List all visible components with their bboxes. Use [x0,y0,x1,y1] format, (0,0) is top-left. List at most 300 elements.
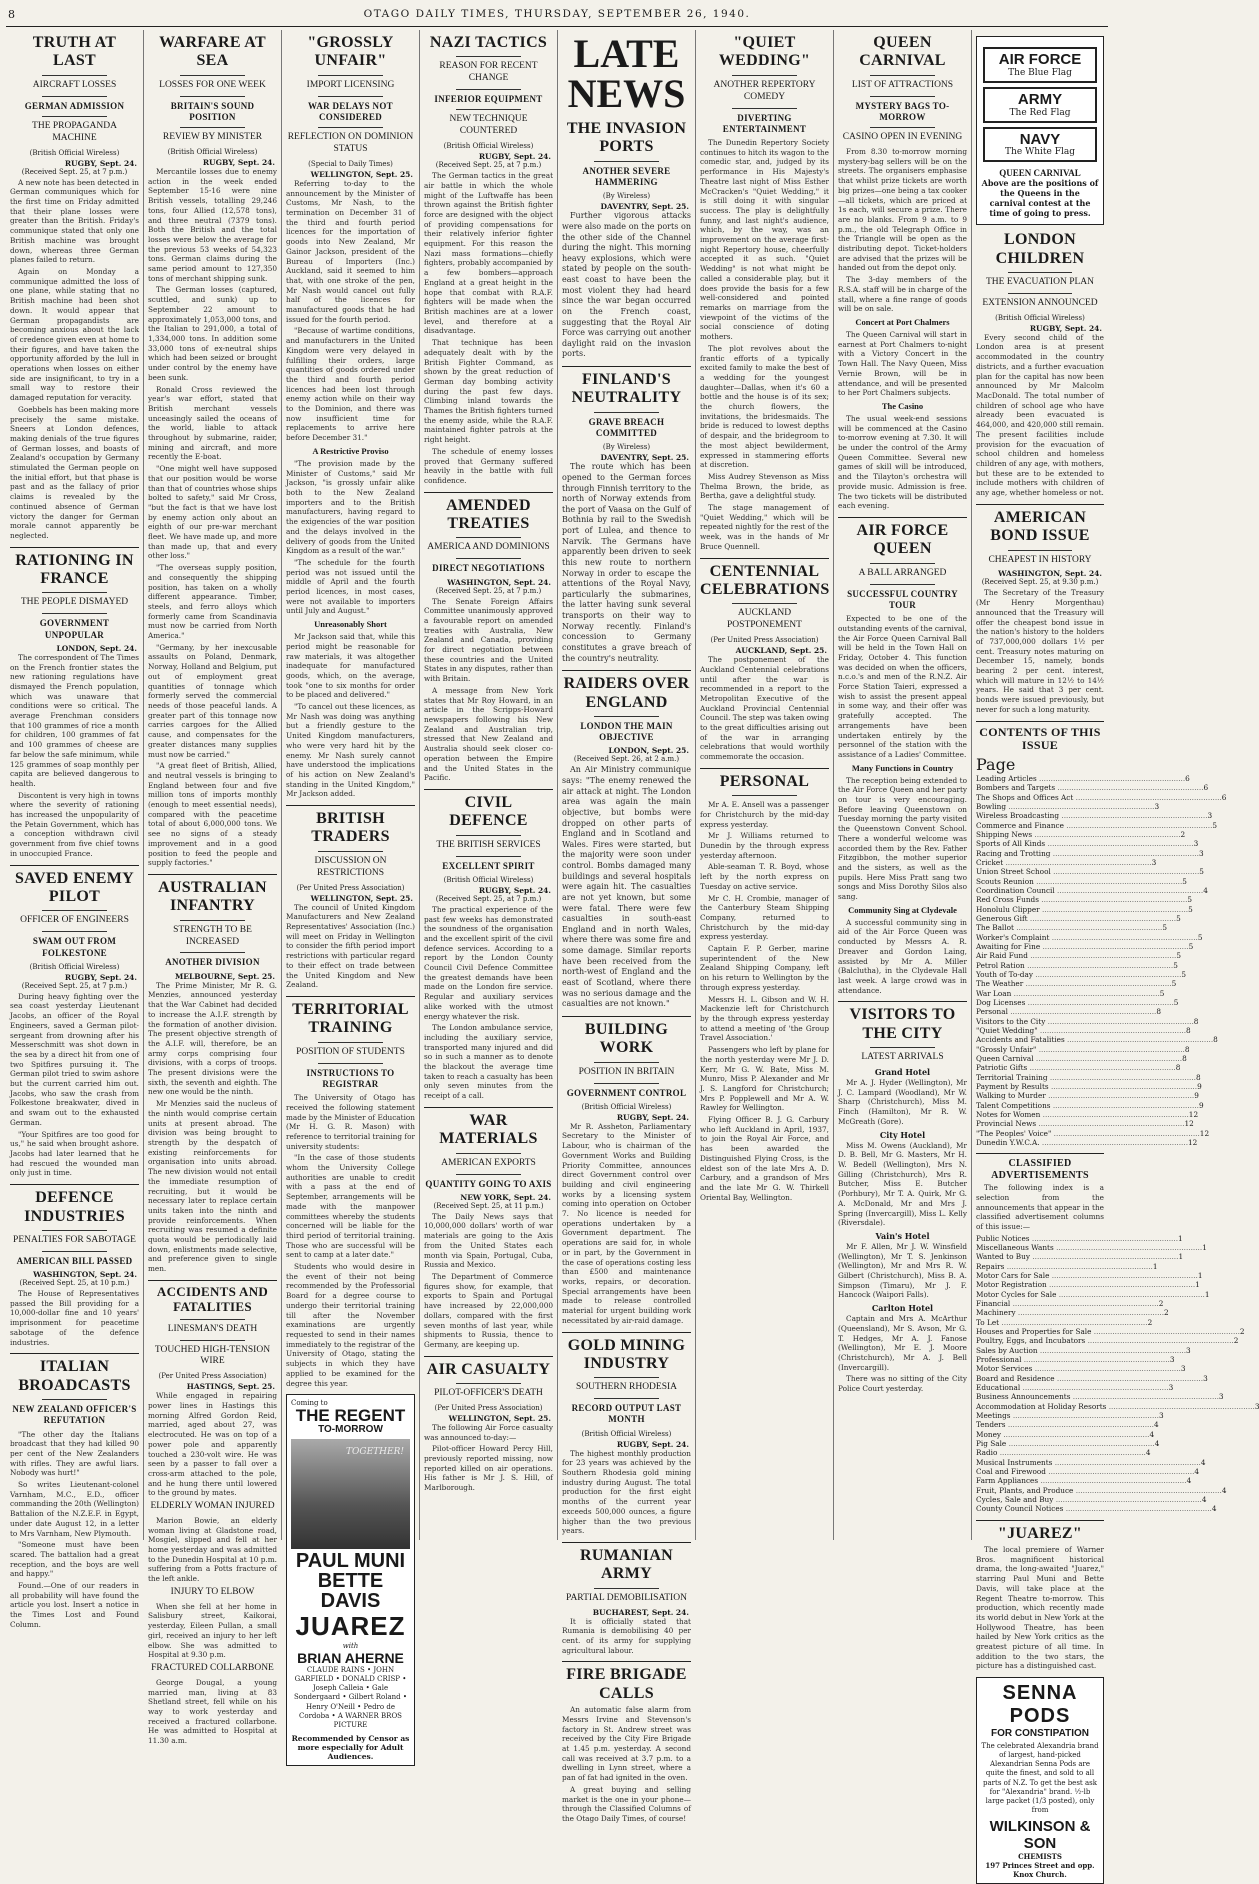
paragraph: While engaged in repairing power lines in Hastings this morning Alfred Gordon Reid, married, aged about 27, was electrocuted. He was on top of a power pole and apparently touched a 230-volt wire. He was seen by a passer to fall over a cross-arm attached to the pole, and he hung there until lowered to the ground by mates. [148,1391,277,1498]
paragraph: The 3-day members of the R.S.A. staff will be in charge of the stall, where a fine range of goods will be on sale. [838,275,967,314]
index-row [976,951,1181,961]
index-entry-page: 1 [1202,1243,1207,1253]
index-entry-name: Notes for Women ..... [976,1110,1189,1119]
index-entry-page: 5 [1173,960,1178,970]
paragraph: "A great fleet of British, Allied, and neutral vessels is bringing to England between four and five million tons of imports monthly (enough to meet essential needs), compared with the peacetime total of about 6,000,000 tons. We see no signs of a steady improvement and in a good position to feed the people and supply factories." [148,761,277,868]
index-row [976,1457,1206,1467]
index-entry-page: 4 [1154,1420,1159,1430]
index-entry-name: Motor Registration ..... [976,1280,1195,1289]
deck: TOUCHED HIGH-TENSION WIRE [154,1344,271,1367]
headline: PERSONAL [719,772,810,790]
index-entry-page: 5 [1182,876,1187,886]
deck: PILOT-OFFICER'S DEATH [434,1388,543,1399]
paragraph: The German tactics in the great air battle in which the whole might of the Luftwaffe has been thrown against the British fighter force are designed with the object of providing compensations for their relatively inferior fighter equipment. For this reason the Nazi mass formations—chiefly fighters, probably accompanied by a few bombers—approach England at a great height in the hope that combat with R.A.F. fighters will be made when the British machines are at a lower level, and therefore at a disadvantage. [424,171,553,336]
article-australian-infantry [148,879,277,1274]
column-3 [282,30,420,1761]
paragraph: Again on Monday a communique admitted the loss of one plane, while stating that no British machine had been shot down. It would appear that German propagandists are becoming anxious about the lack of credence given even at home to their figures, and have taken the opportunity afforded by the lull in operations when losses on either side are insignificant, to try in a small way to restore their damaged reputation for veracity. [10,266,139,403]
index-entry-page: 4 [1145,1448,1151,1458]
article-british-traders [286,810,415,990]
index-entry-name: Cycles, Sale and Buy ..... [976,1495,1202,1504]
deck: DIRECT NEGOTIATIONS [432,563,545,574]
page-column-label: Page [976,755,1016,775]
index-entry-page: 3 [1203,1373,1208,1383]
paragraph: The Senate Foreign Affairs Committee unanimously approved a favourable report on amended treaties with Australia, New Zealand and Canada, providing for direct negotiation between these countries and the United States in any disputes, rather than with Britain. [424,596,553,684]
paragraph: A new note has been detected in German communiques which for the first time on Friday admitted that their plane losses were greater than the British. Friday's communique stated that only one British machine was brought down, whereas three German planes failed to return. [10,177,139,265]
paragraph: An Air Ministry communique says: "The enemy renewed the air attack at night. The London area was again the main objective, but bombs were dropped on other parts of England and in Scotland and Wales. Fires were started, but the majority were soon under control. Bombs damaged many buildings and several hospitals were again hit. The casualties are not yet known, but some were fatal. There were few casualties in south-east England and in north Wales, where there was some fire and some damage. Similar reports have been received from the north-west of England and the east of Scotland, where there was no serious damage and the casualties are not known." [562,765,691,1009]
index-entry-name: Air Raid Fund ..... [976,951,1176,960]
source-line: (By Wireless) [602,443,651,452]
index-row [976,1411,1164,1420]
index-entry-name: Generous Gift ..... [976,914,1176,923]
paragraph: It is officially stated that Rumania is demobilising 40 per cent. of its army for supplying agricultural labour. [562,1616,691,1655]
article-personal [700,773,829,1203]
paragraph: "The overseas supply position, and consequently the shipping position, has taken on a wholly different appearance. Timber, steels, and ferro alloys which formerly came from Scandinavia must now be carried from North America." [148,563,277,641]
index-entry-name: Business Announcements ..... [976,1392,1219,1401]
article-accidents-and-fatalities [148,1285,277,1746]
deck: LIST OF ATTRACTIONS [851,79,954,90]
index-entry-name: The Shops and Offices Act ..... [976,793,1222,802]
dateline: HASTINGS, Sept. 25. [186,1382,275,1392]
paragraph: A great buying and selling market is the one in your phone—through the Classified Columns of the Otago Daily Times, of course! [562,1784,691,1823]
index-row [976,792,1227,802]
index-row [976,1345,1191,1355]
deck: STRENGTH TO BE INCREASED [173,924,252,947]
headline: RAIDERS OVER ENGLAND [563,675,690,711]
index-row [976,923,1168,933]
index-entry-page: 1 [1178,1252,1184,1262]
paragraph: From 8.30 to-morrow morning mystery-bag sellers will be on the streets. The organisers emphasise that whilst prize tickets are worth big prizes—one being a tax cooker—all tickets, which are priced at 1s each, will secure a prize. There are no blanks. From 9 a.m. to 9 p.m., the old Telegraph Office in the Triangle will be open as the distributing depot. Ticket-holders are advised that the prizes will be handed out from the depot only. [838,147,967,273]
article-body [148,167,277,868]
index-entry-page: 2 [1180,830,1186,840]
paragraph: "The schedule for the fourth period was not issued until the middle of April and the fourth period licences, in most cases, were not available to importers until July and August." [286,557,415,616]
deck: EXTENSION ANNOUNCED [982,297,1098,308]
index-entry-name: Financial ..... [976,1299,1159,1308]
index-row [976,1364,1186,1374]
deck: THE EVACUATION PLAN [985,277,1095,288]
index-entry-name: Youth of To-day ..... [976,970,1181,979]
flag-air-force [983,47,1097,83]
index-row [976,774,1190,784]
deck: GOVERNMENT UNPOPULAR [39,618,110,640]
deck: SOUTHERN RHODESIA [575,1382,678,1393]
masthead-title: OTAGO DAILY TIMES, THURSDAY, SEPTEMBER 26, 1940. [363,8,751,20]
index-entry-page: 12 [1188,1109,1199,1119]
index-row [976,783,1209,793]
source-line: (British Official Wireless) [29,148,120,157]
index-entry-name: Wanted to Buy ..... [976,1252,1178,1261]
paragraph: The local premiere of Warner Bros. magnificent historical drama, the long-awaited "Juarez," starring Paul Muni and Bette Davis, will take place at the Regent Theatre to-morrow. This production, which recently made its world debut in New York at the Hollywood Theatre, has been hailed by New York critics as the greatest picture of all time. In addition to the two stars, the picture has a distinguished cast. [976,1545,1104,1671]
deck: INFERIOR EQUIPMENT [434,94,543,105]
index-entry-name: Leading Articles ..... [976,774,1185,783]
index-row [976,1137,1198,1147]
index-entry-name: Red Cross Funds ..... [976,895,1187,904]
article-body [10,1289,139,1347]
source-line: (British Official Wireless) [443,875,534,884]
headline: VISITORS TO THE CITY [849,1006,956,1042]
index-entry-page: 6 [1203,783,1209,793]
source-line: (Per United Press Association) [296,883,405,892]
source-line: (Special to Daily Times) [308,159,393,168]
index-row [976,1289,1210,1299]
ad-address: 197 Princes Street and opp. Knox Church. [985,1860,1095,1879]
headline: AMERICAN BOND ISSUE [990,508,1090,545]
index-entry-name: Awaiting for Fine ..... [976,942,1189,951]
paragraph: Mr A. E. Ansell was a passenger for Christchurch by the mid-day express yesterday. [700,800,829,829]
article-body [10,653,139,859]
index-entry-page: 4 [1149,1429,1155,1439]
deck: EXCELLENT SPIRIT [442,860,535,871]
paragraph: Mr Menzies said the nucleus of the ninth would comprise certain units at present abroad. The division was being brought to strength by the despatch of existing reinforcements for organisation into units abroad. The new division would not entail the immediate resumption of recruiting, but it would be necessary later to replace certain units taken into the ninth and provide reinforcements. When recruiting was resumed a definite quota would be periodically laid down, enlistments made selective, and preference given to single men. [148,1099,277,1274]
ad-when: TO-MORROW [318,1424,383,1436]
article-rationing-in-france [10,552,139,859]
index-row [976,1383,1174,1393]
article-body [10,992,139,1178]
headline: BRITISH TRADERS [311,810,390,846]
index-entry-name: Walking to Murder ..... [976,1091,1194,1100]
index-row [976,867,1204,877]
index-row [976,1016,1199,1026]
dateline: WASHINGTON, Sept. 24. [33,1270,137,1280]
article-body [10,178,139,541]
paragraph: The practical experience of the past few weeks has demonstrated the soundness of the organisation and the excellent spirit of the civil defence services. According to a report by the London County Council Civil Defence Committee the greatest demands have been made on the London fire service. Regular and auxiliary services alike worked with the utmost energy whatever the risk. [424,904,553,1021]
paragraph: The postponement of the Auckland Centennial celebrations until after the war is recommended in a report to the Metropolitan Executive of the Auckland Provincial Centennial Council. The step was taken owing to the great difficulties arising out of the war in arranging celebrations that would worthily commemorate the occasion. [700,655,830,762]
dateline: DAVENTRY, Sept. 25. [600,453,689,463]
index-entry-page: 12 [1184,1119,1194,1129]
index-entry-page: 3 [1207,811,1213,821]
column-7 [834,30,972,1540]
index-entry-name: Cricket ..... [976,858,1152,867]
index-row [976,886,1208,896]
contents-of-this-issue [976,724,1227,1148]
paragraph: Messrs H. L. Gibson and W. H. Mackenzie left for Christchurch by the through express yesterday to attend a meeting of 'the Group Travel Association.' [700,994,829,1043]
index-entry-name: Talent Competitions ..... [976,1101,1199,1110]
index-entry-page: 1 [1178,1233,1183,1243]
ad-photo-caption: TOGETHER! [346,1447,404,1458]
ad-lead-actor: BRIAN AHERNE [297,1650,404,1667]
headline: CONTENTS OF THIS ISSUE [979,724,1101,753]
ad-body: The celebrated Alexandria brand of largest, hand-picked Alexandrian Senna Pods are quite the finest, and sold to all parts of N.Z. To get the best ask for "Alexandria" brand. ½-lb large packet (1/3 posted), only from [981,1742,1099,1814]
paragraph: The Daily News says that 10,000,000 dollars' worth of war materials are going to the Axis from the United States each month via Spain, Portugal, Cuba, Russia and Mexico. [424,1211,553,1270]
regent-theatre-advertisement [286,1394,415,1766]
index-entry-name: Dog Licenses ..... [976,998,1174,1007]
article-warfare-at-sea [148,34,277,868]
index-entry-name: Tenders ..... [976,1420,1154,1429]
index-entry-name: Shipping News ..... [976,830,1181,839]
received-line: (Received Sept. 25, at 7 p.m.) [21,981,128,990]
index-entry-name: "The Peoples' Voice" ..... [976,1129,1200,1138]
paragraph: During heavy fighting over the sea coast yesterday Lieutenant Jacobs, an officer of the Royal Engineers, saved a German pilot-sergeant from drowning after his Messerschmitt was shot down in the sea by a direct hit from one of two Spitfires pursuing it. The German pilot tried to swim ashore but the current carried him out. Jacobs, who saw the crash from Folkestone breakwater, dived in and swam out to the exhausted German. [10,991,139,1127]
article-body [286,179,415,443]
subheading: INJURY TO ELBOW [170,1586,255,1597]
article-queen-carnival [838,34,967,511]
index-entry-page: 1 [1195,1280,1200,1290]
deck: LOSSES FOR ONE WEEK [159,79,266,90]
paragraph: The council of United Kingdom Manufacturers and New Zealand Representatives' Association (Inc.) will meet on Friday in Wellington to consider the fifth period import restrictions with particular regard to their effect on trade between the United Kingdom and New Zealand. [286,902,415,990]
ad-cast: CLAUDE RAINS • JOHN GARFIELD • DONALD CRISP • Joseph Calleia • Gale Sondergaard • Gilbert Roland • Henry O'Neill • Pedro de Cordoba • A WARNER BROS PICTURE [293,1666,408,1729]
paragraph: The usual week-end sessions will be commenced at the Casino to-morrow evening at 7.30. It will be under the control of the Army Queen Committee. Several new games of skill will be introduced, and the Tilayton's orchestra will provide music. Admission is free. The two tickets will be distributed each evening. [838,413,967,511]
index-entry-name: Houses and Properties for Sale ..... [976,1327,1240,1336]
hotel-name: Carlton Hotel [871,1303,934,1314]
article-nazi-tactics [424,34,553,486]
paragraph: "In the case of those students whom the University College authorities are unable to credit with a pass at the end of September, arrangements will be made with the manpower committees whereby the students concerned will be liable for the third period of territorial training. Those who are successful will be sent to camp at a later date." [286,1153,415,1260]
index-row [976,1233,1183,1243]
index-entry-page: 9 [1197,1081,1202,1091]
ad-with: with [342,1642,359,1651]
deck: THE BRITISH SERVICES [436,839,541,850]
source-line: (British Official Wireless) [581,1429,672,1438]
index-entry-page: 5 [1176,951,1181,961]
article-finlands-neutrality [562,371,691,664]
headline: ITALIAN BROADCASTS [18,1358,131,1394]
deck: LINESMAN'S DEATH [167,1323,258,1334]
received-line: (Received Sept. 25, at 9.30 p.m.) [981,578,1099,587]
headline: RUMANIAN ARMY [579,1547,674,1583]
index-row [976,1243,1207,1253]
headline: AIR CASUALTY [426,1360,551,1378]
dateline: RUGBY, Sept. 24. [202,158,275,168]
index-row [976,1336,1239,1346]
index-entry-name: Union Street School ..... [976,867,1199,876]
index-entry-name: Poultry, Eggs, and Incubators ..... [976,1336,1234,1345]
article-amended-treaties [424,497,553,783]
article-territorial-training [286,1001,415,1388]
article-fire-brigade-calls [562,1666,691,1823]
index-entry-page: 2 [1233,1336,1239,1346]
index-entry-page: 3 [1158,1411,1164,1420]
index-row [976,839,1199,849]
paragraph: "One might well have supposed that our position would be worse than that of countries whose ships bolted to safety," said Mr Cross, "but the fact is that we have lost by enemy action only about an eighth of our pre-war merchant fleet. We have made up, and more than made up, that and every other loss." [148,464,277,561]
index-entry-name: Fruit, Plants, and Produce ..... [976,1486,1222,1495]
article-air-casualty [424,1361,553,1493]
index-entry-page: 8 [1213,1035,1218,1045]
index-entry-name: Educational ..... [976,1383,1169,1392]
index-entry-name: Racing and Trotting ..... [976,849,1199,858]
paragraph: The route which has been opened to the German forces through Finnish territory to the north of Norway extends from the port of Vaasa on the Gulf of Bothnia by rail to the Swedish port of Lulea, and thence to Narvik. The Germans have apparently been driven to seek this new route to northern Norway in order to escape the attentions of the Royal Navy, particularly the submarines, the latter having sunk several transports on their way to Norway recently. Finland's concession to Germany constitutes a grave breach of the country's neutrality. [562,462,691,663]
article-body [148,1391,277,1498]
ad-title: SENNA PODS [1002,1682,1078,1728]
deck: SWAM OUT FROM FOLKESTONE [32,936,117,958]
paragraph: Discontent is very high in towns where the severity of rationing has increased the unpopularity of the Petain Government, which has a conception withdrawn civil government from five chief towns in unoccupied France. [10,790,139,858]
index-entry-page: 3 [1193,839,1199,849]
source-line: (British Official Wireless) [443,142,534,151]
headline: QUEEN CARNIVAL [859,34,946,70]
index-entry-name: Motor Cycles for Sale ..... [976,1290,1205,1299]
received-line: (Received Sept. 25, at 7 p.m.) [435,894,542,903]
deck: LONDON THE MAIN OBJECTIVE [580,720,673,743]
index-row [976,1007,1162,1017]
deck: THE PEOPLE DISMAYED [20,597,129,608]
index-row [976,1476,1192,1486]
paragraph: When she fell at her home in Salisbury street, Kaikorai, yesterday, Eileen Pullan, a small girl, received an injury to her left elbow. She was admitted to Hospital at 9.30 p.m. [148,1601,277,1660]
index-entry-name: Accidents and Fatalities ..... [976,1035,1213,1044]
index-entry-page: 3 [1169,1355,1175,1365]
headline: CIVIL DEFENCE [449,793,528,830]
paragraph: Referring to-day to the announcement by the Minister of Customs, Mr Nash, to the termination on December 31 of the third and fourth period licences for the importation of goods into New Zealand, Mr Gainor Jackson, president of the Bureau of Importers (Inc.) Auckland, said it seemed to him that, with one stroke of the pen, Mr Nash would cancel out fully half of the licences for manufactured goods that he had issued for the fourth period. [286,178,415,324]
dateline: WASHINGTON, Sept. 24. [447,577,551,587]
paragraph: Found.—One of our readers in all probability will have found the article you lost. Insert a notice in the Times Lost and Found Column. [10,1581,139,1629]
index-entry-name: Payment by Results ..... [976,1082,1197,1091]
column-5 [558,30,696,1823]
index-row [976,932,1203,942]
index-row [976,979,1177,989]
paragraph: George Dougal, a young married man, living at 83 Shetland street, fell while on his way to work yesterday and received a fractured collarbone. He was admitted to Hospital at 11.30 a.m. [148,1677,277,1746]
index-entry-name: The Weather ..... [976,979,1172,988]
paragraph: Mr C. H. Crombie, manager of the Canterbury Steam Shipping Company, returned to Christchurch by the mid-day express yesterday. [700,893,829,942]
paragraph: The House of Representatives passed the Bill providing for a 10,000-dollar fine and 10 years' imprisonment for peacetime sabotage of the defence industries. [10,1289,139,1347]
index-row [976,895,1193,905]
index-row [976,1420,1159,1430]
index-entry-name: Miscellaneous Wants ..... [976,1243,1202,1252]
index-entry-name: Radio ..... [976,1448,1146,1457]
index-entry-name: Pig Sale ..... [976,1439,1155,1448]
paragraph: "To cancel out these licences, as Mr Nash was doing was anything but a friendly gesture to the United Kingdom manufacturers, who were very hard hit by the enemy. Mr Nash surely cannot have understood the implications of his action on New Zealand's standing in the United Kingdom," Mr Jackson added. [286,702,415,799]
paragraph: Passengers who left by plane for the north yesterday were Mr J. D. Kerr, Mr G. W. Bate, Miss M. Munro, Miss P. Alexander and Mr J. S. Langford for Christchurch; Mrs P. Popplewell and Mr A. W. Rawley for Wellington. [700,1045,829,1113]
deck: CHEAPEST IN HISTORY [988,554,1092,565]
ad-company-name: WILKINSON & SON [989,1817,1091,1852]
source-line: (British Official Wireless) [581,1102,672,1111]
index-row [976,1035,1218,1045]
flag-subtitle: The Red Flag [1009,107,1071,118]
paragraph: The University of Otago has received the following statement made by the Minister of Education (Mr H. G. R. Mason) with reference to territorial training for university students: [286,1093,415,1151]
deck: REASON FOR RECENT CHANGE [439,61,538,84]
index-row [976,1081,1202,1091]
headline: "GROSSLY UNFAIR" [307,34,394,70]
deck: ANOTHER DIVISION [165,957,260,968]
deck: AMERICAN BILL PASSED [16,1255,133,1266]
index-entry-name: Musical Instruments ..... [976,1458,1201,1467]
headline: TRUTH AT LAST [32,34,117,70]
classified-list [976,1233,1259,1514]
index-entry-page: 3 [1218,1392,1224,1402]
paragraph: The German losses (captured, scuttled, and sunk) up to September 22 amount to approximately 1,053,000 tons, and the Italian to 291,000, a total of 1,334,000 tons. In addition some 33,000 tons of ex-neutral ships which had been seized or brought under control by the enemy have been sunk. [148,285,277,382]
index-entry-page: 4 [1186,1476,1192,1486]
index-entry-page: 2 [1147,1317,1153,1327]
paragraph: Captain F. P. Gerber, marine superintendent of the New Zealand Shipping Company, left on his return to Wellington by the through express yesterday. [700,944,829,992]
columns [6,30,1259,1879]
index-entry-name: Repairs ..... [976,1262,1153,1271]
index-entry-page: 8 [1175,1063,1181,1073]
index-row [976,960,1178,970]
deck: NEW ZEALAND OFFICER'S REFUTATION [12,1404,137,1426]
page-number: 8 [8,8,15,21]
flags-caption: QUEEN CARNIVAL [999,168,1081,179]
index-entry-page: 2 [1164,1308,1169,1318]
source-line: (By Wireless) [602,192,651,201]
index-entry-name: Coal and Firewood ..... [976,1467,1194,1476]
hotel-list [838,1067,967,1372]
index-row [976,1494,1207,1504]
article-body [148,981,277,1274]
index-row [976,876,1187,886]
index-entry-name: Machinery ..... [976,1308,1164,1317]
flags-caption-body: Above are the positions of the Queens in the carnival contest at the time of going to press. [981,178,1099,219]
dateline: LONDON, Sept. 25. [608,746,689,756]
ad-subtitle: FOR CONSTIPATION [991,1728,1089,1740]
headline: THE INVASION PORTS [566,120,687,156]
article-defence-industries [10,1189,139,1347]
source-line: (British Official Wireless) [167,148,258,157]
index-entry-name: Queen Carnival ..... [976,1054,1182,1063]
headline: "QUIET WEDDING" [718,34,811,70]
deck: AMERICAN EXPORTS [441,1157,536,1168]
paragraph: The Prime Minister, Mr R. G. Menzies, announced yesterday that the War Cabinet had decided to increase the A.I.F. strength by the formation of another division. The present objective strength of the A.I.F. will, therefore, be an army corps comprising four divisions, with a corps of troops. The present divisions were the sixth, the seventh and eighth. The new one would be the ninth. [148,980,277,1097]
index-entry-page: 8 [1184,1044,1190,1054]
index-row [976,1327,1245,1337]
index-entry-page: 3 [1168,1383,1174,1393]
index-entry-page: 5 [1176,914,1181,924]
article-body [10,1430,139,1630]
index-entry-name: Money ..... [976,1430,1149,1439]
paragraph: Expected to be one of the outstanding events of the carnival, the Air Force Queen Carnival Ball will be held in the Town Hall on Friday, October 4. This function was decided on when the officers, n.c.o.'s and men of the R.N.Z. Air Force Station Taieri, expressed a wish to assist the present appeal in some way, and their offer was gratefully accepted. The arrangements have been undertaken entirely by the personnel of the station with the assistance of a Ladies' Committee. [838,614,967,759]
index-row [976,1091,1199,1101]
hotel-name: Vain's Hotel [875,1230,930,1241]
index-entry-name: Territorial Training ..... [976,1073,1196,1082]
dateline: WELLINGTON, Sept. 25. [310,893,413,903]
dateline: MELBOURNE, Sept. 25. [174,971,275,981]
index-row [976,1053,1187,1063]
paragraph: "The other day the Italians broadcast that they had killed 90 per cent of the New Zealanders with rifles. They are awful liars. Nobody was hurt!" [10,1429,139,1478]
headline: RATIONING IN FRANCE [15,551,134,588]
index-entry-page: 12 [1188,1137,1198,1147]
hotel-guests: Miss M. Owens (Auckland), Mr D. B. Bell, Mr G. Masters, Mr H. W. Bedell (Wellington), Mrs N. Gilling (Christchurch), Mrs R. Butcher, Miss E. Butcher (Porhbury), Mr T. A. Quirk, Mr G. A. McDonald, Mr and Mrs J. Spring (Invercargill), Miss L. Kelly (Riversdale). [838,1140,967,1228]
index-row [976,1280,1200,1290]
article-juarez [976,1525,1104,1672]
source-line: (Per United Press Association) [710,636,819,645]
police-court-note: There was no sitting of the City Police Court yesterday. [838,1374,967,1394]
deck: A BALL ARRANGED [858,567,947,578]
index-row [976,914,1181,924]
index-entry-page: 8 [1186,1025,1191,1035]
index-entry-page: 4 [1194,1466,1200,1476]
paragraph: So writes Lieutenant-colonel Varnham, M.C., E.D., officer commanding the 20th (Wellington) Battalion of the N.Z.E.F. in Egypt, under date August 12, in a letter to Mrs Varnham, New Plymouth. [10,1480,139,1538]
article-rumanian-army [562,1547,691,1655]
column-1 [6,30,144,1629]
deck: ANOTHER REPERTORY COMEDY [713,79,816,102]
paragraph: Every second child of the London area is at present accommodated in the country districts, and a further evacuation plan for the capital has now been announced by Mr Malcolm MacDonald. The total number of children of school age who have already been evacuated is 464,000, and 420,000 still remain. The present facilities include provision for the evacuation of school children and homeless children of any age, with mothers, but these are to be extended to include mothers with children of any age, whether homeless or not. [976,332,1104,498]
deck: AUCKLAND POSTPONEMENT [727,608,802,631]
index-entry-name: To Let ..... [976,1318,1148,1327]
paragraph: The schedule of enemy losses proved that Germany suffered heavily in the battle with full confidence. [424,446,553,485]
headline: CLASSIFIED ADVERTISEMENTS [991,1158,1089,1181]
index-row [976,904,1193,914]
index-entry-name: Wireless Broadcasting ..... [976,811,1208,820]
index-entry-name: Motor Cars for Sale ..... [976,1271,1198,1280]
paragraph: Students who would desire in the event of their not being recommended by the Professorial Board for a degree course to undergo their territorial training till after the November examinations are urgently requested to send in their names immediately to the registrar of the University of Otago, stating the subjects in which they have applied to be examined for the degree this year. [286,1262,415,1388]
paragraph: Marion Bowie, an elderly woman living at Gladstone road, Mosgiel, slipped and fell at her home yesterday and was admitted to the Dunedin Hospital at 10 p.m. suffering from a Potts fracture of the left ankle. [148,1515,277,1584]
paragraph: The Secretary of the Treasury (Mr Henry Morgenthau) announced that the Treasury will offer the cheapest bond issue in the nation's history to the holders of 737,000,000 dollars 1½ per cent. Treasury notes maturing on December 15, namely, bonds bearing 2 per cent. interest, which will mature in 12½ to 14½ years. He said that 3 per cent. bonds were issued previously, but never for such a long maturity. [976,588,1104,714]
index-row [976,820,1218,830]
index-entry-name: Scouts Reunion ..... [976,877,1182,886]
paragraph: "Because of wartime conditions, and manufacturers in the United Kingdom were very delayed in fulfilling their orders, large quantities of goods ordered under the third and fourth period licences had been lost through enemy action while on their way to the Dominion, and there was now insufficient time for replacements to arrive here before December 31." [286,326,415,443]
index-entry-page: 2 [1239,1327,1245,1337]
paragraph: Goebbels has been making more precisely the same mistake. Sneers at London defences, making denials of the true figures of German losses, and boasts of Zealand's occupation by Germany stimulated the German people on the initial effort, but that phase is past and as the fallacy of prior claims is revealed by the continued absence of German victory the danger for German morale cannot apparently be neglected. [10,404,139,540]
index-entry-page: 5 [1171,979,1177,989]
ad-theatre-name: THE REGENT [295,1406,406,1426]
index-entry-page: 8 [1182,1053,1187,1063]
index-entry-name: Worker's Complaint ..... [976,933,1198,942]
paragraph: The plot revolves about the frantic efforts of a typically excited family to make the best of a wedding for the youngest daughter—Dallas, when it's 60 a bottle and the house is of its sex; the church flowers, the invitations, the bridesmaids. The bride is reduced to lowest depths of despair, and the bridegroom to the most abject bewilderment, expressed in stammering efforts at discretion. [700,343,829,470]
received-line: (Received Sept. 25, at 11 p.m.) [433,1201,544,1210]
article-grossly-unfair [286,34,415,799]
article-saved-enemy-pilot [10,870,139,1179]
paragraph: Ronald Cross reviewed the year's war effort, stated that British merchant vessels unceasingly sailed the oceans of the world, liable to attack throughout by submarine, raider, mining and aircraft, and more recently the E-boat. [148,384,277,462]
index-entry-page: 3 [1154,802,1160,812]
index-entry-page: 3 [1151,858,1157,868]
headline: AUSTRALIAN INFANTRY [158,878,267,915]
index-row [976,1100,1204,1110]
index-entry-name: Coordination Council ..... [976,886,1203,895]
subheading: Many Functions in Country [851,762,954,773]
